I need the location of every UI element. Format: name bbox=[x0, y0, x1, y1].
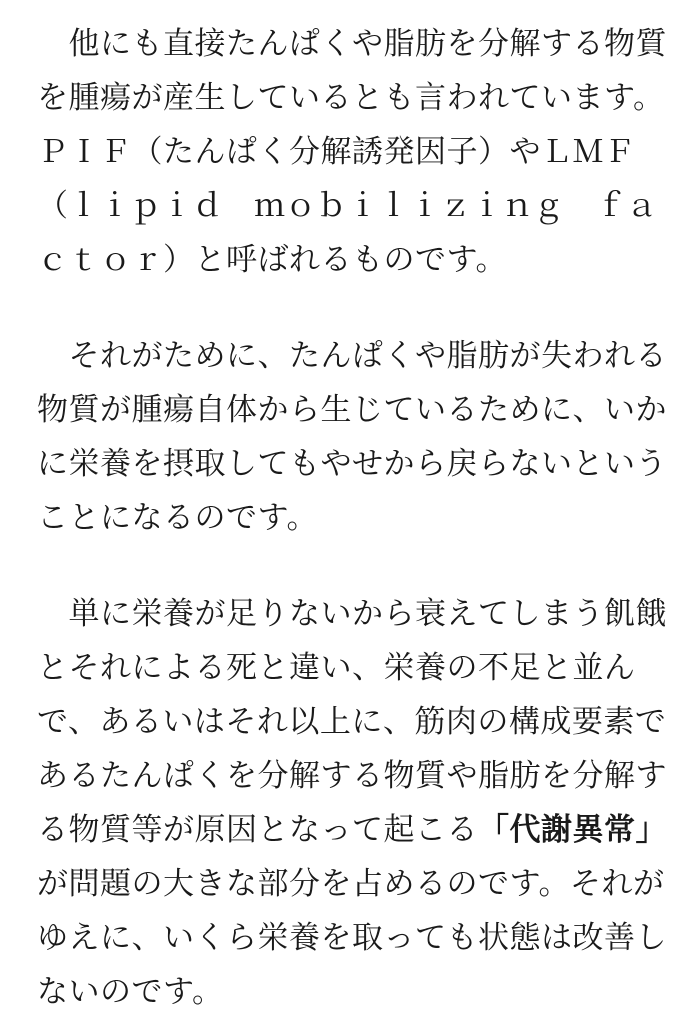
justified-char: ｄ bbox=[192, 188, 223, 224]
justified-char: （ bbox=[37, 188, 68, 224]
justified-char bbox=[223, 186, 254, 226]
paragraph-3-line-3: で、あるいはそれ以上に、筋肉の構成要素で bbox=[37, 704, 667, 740]
justified-char: ｎ bbox=[502, 188, 533, 224]
paragraph-1-line-3: ＰＩＦ（たんぱく分解誘発因子）やＬＭＦ bbox=[37, 134, 636, 170]
paragraph-3-line-2: とそれによる死と違い、栄養の不足と並ん bbox=[37, 650, 636, 686]
justified-char: ｉ bbox=[347, 188, 378, 224]
justified-char: ｏ bbox=[285, 188, 316, 224]
paragraph-1-line-1: 他にも直接たんぱくや脂肪を分解する物質 bbox=[37, 26, 667, 62]
paragraph-3-line-5-text: る物質等が原因となって起こる bbox=[37, 812, 478, 848]
justified-char: ｉ bbox=[161, 188, 192, 224]
justified-char: ｚ bbox=[440, 188, 471, 224]
paragraph-3-line-8: ないのです。 bbox=[37, 974, 224, 1010]
paragraph-1-line-2: を腫瘍が産生しているとも言われています。 bbox=[37, 80, 665, 116]
paragraph-3-line-4: あるたんぱくを分解する物質や脂肪を分解す bbox=[37, 758, 667, 794]
paragraph-2-line-1: それがために、たんぱくや脂肪が失われる bbox=[37, 338, 667, 374]
justified-char: ｉ bbox=[99, 188, 130, 224]
justified-char: ｌ bbox=[68, 188, 99, 224]
justified-char: ｂ bbox=[316, 188, 347, 224]
paragraph-3-line-5 bbox=[37, 810, 667, 850]
paragraph-2-line-3: に栄養を摂取してもやせから戻らないという bbox=[37, 446, 667, 482]
justified-char: ｆ bbox=[595, 188, 626, 224]
paragraph-3-line-6: が問題の大きな部分を占めるのです。それが bbox=[37, 866, 665, 902]
justified-char: ｌ bbox=[378, 188, 409, 224]
paragraph-3-line-7: ゆえに、いくら栄養を取っても状態は改善し bbox=[37, 920, 667, 956]
justified-char: ｐ bbox=[130, 188, 161, 224]
paragraph-3-line-1: 単に栄養が足りないから衰えてしまう飢餓 bbox=[37, 596, 667, 632]
emphasis-metabolic-abnormality: 「代謝異常」 bbox=[478, 812, 667, 848]
justified-char: ｍ bbox=[254, 188, 285, 224]
justified-char: ａ bbox=[626, 188, 657, 224]
justified-char: ｇ bbox=[533, 188, 564, 224]
justified-char: ｉ bbox=[409, 188, 440, 224]
paragraph-1-line-5: ｃｔｏｒ）と呼ばれるものです。 bbox=[37, 242, 508, 278]
justified-char: ｉ bbox=[471, 188, 502, 224]
paragraph-2-line-2: 物質が腫瘍自体から生じているために、いか bbox=[37, 392, 667, 428]
paragraph-1-line-4 bbox=[37, 186, 657, 226]
paragraph-2-line-4: ことになるのです。 bbox=[37, 500, 319, 536]
justified-char bbox=[564, 186, 595, 226]
